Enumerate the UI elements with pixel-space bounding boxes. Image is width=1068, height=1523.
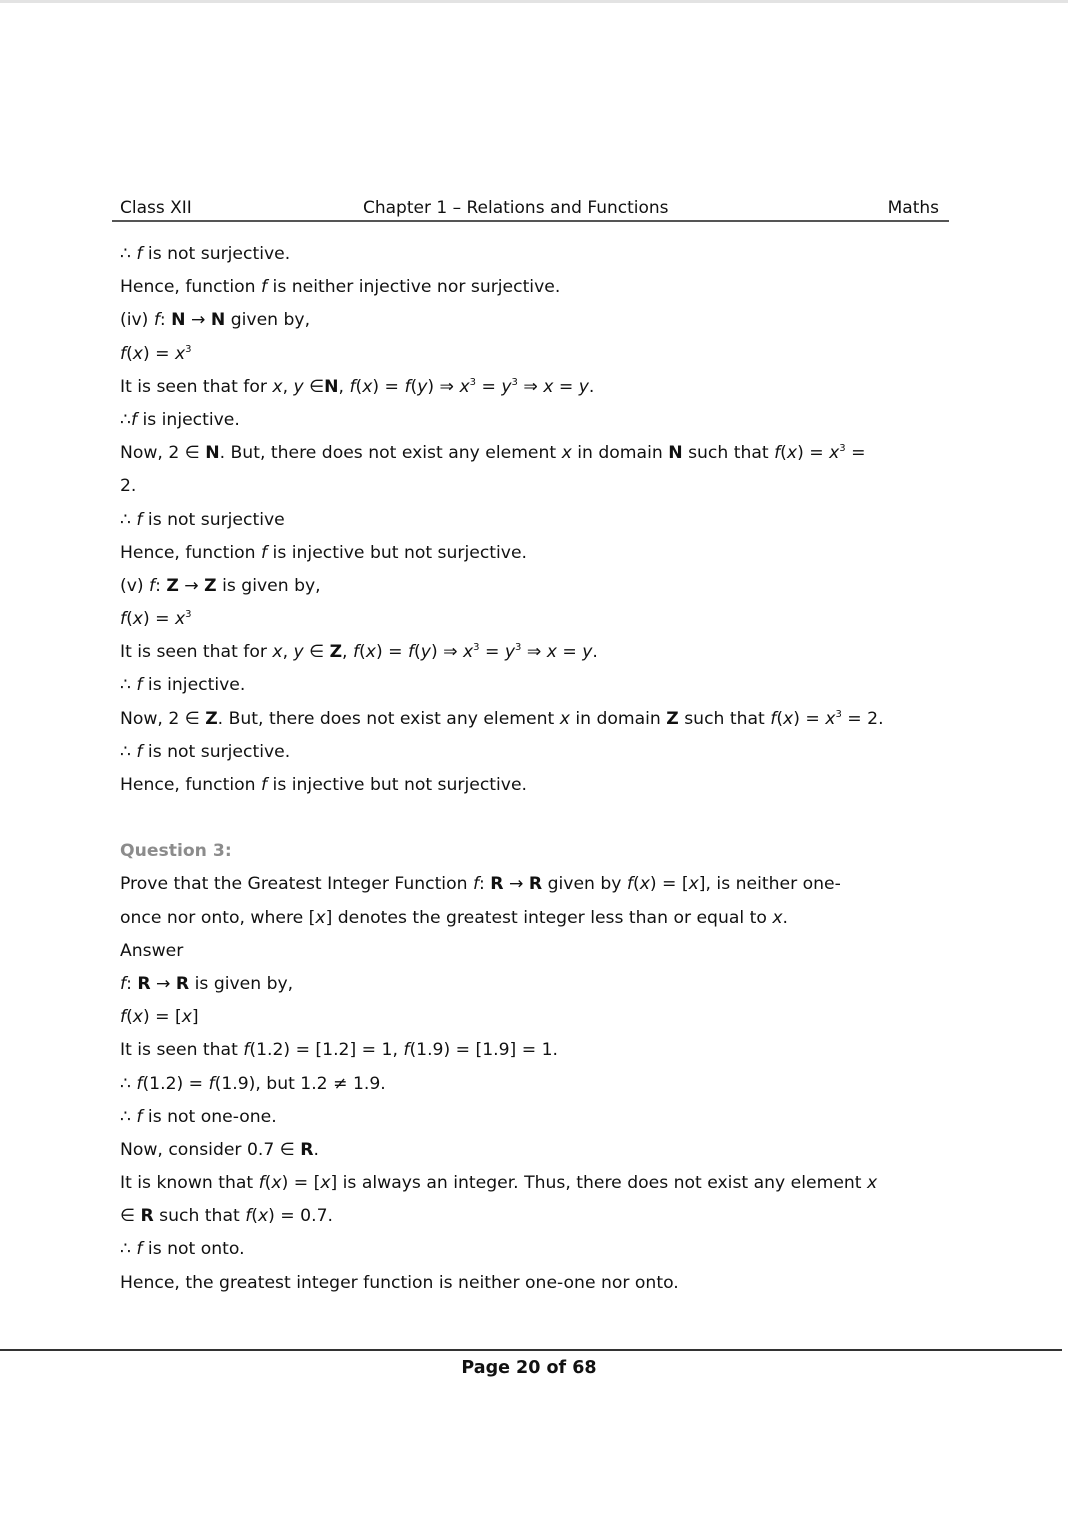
text-line: It is seen that for x, y ∈ Z, f(x) = f(y) ⇒ $x^3 = y^3$ ⇒ x = y. bbox=[120, 642, 598, 663]
text-line: ∴f is injective. bbox=[120, 409, 240, 430]
text-line: ∴ f is injective. bbox=[120, 675, 246, 696]
answer-line: Now, consider 0.7 ∈ R. bbox=[120, 1139, 319, 1160]
text-line: 2. bbox=[120, 476, 137, 497]
header-subject: Maths bbox=[887, 198, 939, 218]
answer-line: f: R → R is given by, bbox=[120, 973, 294, 994]
section-spacer bbox=[120, 802, 950, 835]
text-line: ∴ f is not surjective. bbox=[120, 741, 291, 762]
text-line: $f(x) = x^3$ bbox=[120, 609, 192, 630]
answer-line: f(x) = [x] bbox=[120, 1007, 199, 1028]
text-line: $f(x) = x^3$ bbox=[120, 343, 192, 364]
answer-line: ∈ R such that f(x) = 0.7. bbox=[120, 1206, 333, 1227]
text-line: (v) f: Z → Z is given by, bbox=[120, 575, 321, 596]
page-header bbox=[112, 196, 949, 222]
text-line: Now, 2 ∈ Z. But, there does not exist any element x in domain Z such that $f(x) = x^3 = 2$. bbox=[120, 708, 884, 729]
text-line: (iv) f: N → N given by, bbox=[120, 310, 311, 331]
question-heading: Question 3: bbox=[120, 841, 232, 862]
header-chapter: Chapter 1 – Relations and Functions bbox=[363, 198, 669, 218]
answer-line: ∴ f is not one-one. bbox=[120, 1106, 277, 1127]
text-line: Hence, function f is injective but not surjective. bbox=[120, 775, 527, 795]
header-class: Class XII bbox=[120, 198, 192, 218]
page-body bbox=[120, 238, 950, 1300]
answer-line: It is known that f(x) = [x] is always an integer. Thus, there does not exist any element x bbox=[120, 1173, 878, 1194]
text-line: ∴ f is not surjective bbox=[120, 509, 285, 530]
question-text: Prove that the Greatest Integer Function f: R → R given by f(x) = [x], is neither one- bbox=[120, 874, 841, 895]
footer-divider bbox=[0, 1349, 1062, 1351]
answer-line: Hence, the greatest integer function is neither one-one nor onto. bbox=[120, 1272, 679, 1293]
text-line: It is seen that for x, y ∈N, f(x) = f(y) ⇒ $x^3 = y^3$ ⇒ x = y. bbox=[120, 376, 595, 397]
answer-line: ∴ f(1.2) = f(1.9), but 1.2 ≠ 1.9. bbox=[120, 1073, 386, 1094]
text-line: Now, 2 ∈ N. But, there does not exist any element x in domain N such that $f(x) = x^3$ = bbox=[120, 443, 866, 464]
answer-label: Answer bbox=[120, 940, 184, 961]
answer-line: ∴ f is not onto. bbox=[120, 1239, 245, 1260]
text-line: ∴ f is not surjective. bbox=[120, 244, 291, 264]
text-line: Hence, function f is injective but not surjective. bbox=[120, 542, 527, 563]
question-text: once nor onto, where [x] denotes the greatest integer less than or equal to x. bbox=[120, 907, 788, 928]
text-line: Hence, function f is neither injective nor surjective. bbox=[120, 277, 561, 298]
answer-line: It is seen that f(1.2) = [1.2] = 1, f(1.9) = [1.9] = 1. bbox=[120, 1040, 558, 1061]
viewer-top-strip bbox=[0, 0, 1068, 3]
page-number: Page 20 of 68 bbox=[461, 1358, 597, 1378]
